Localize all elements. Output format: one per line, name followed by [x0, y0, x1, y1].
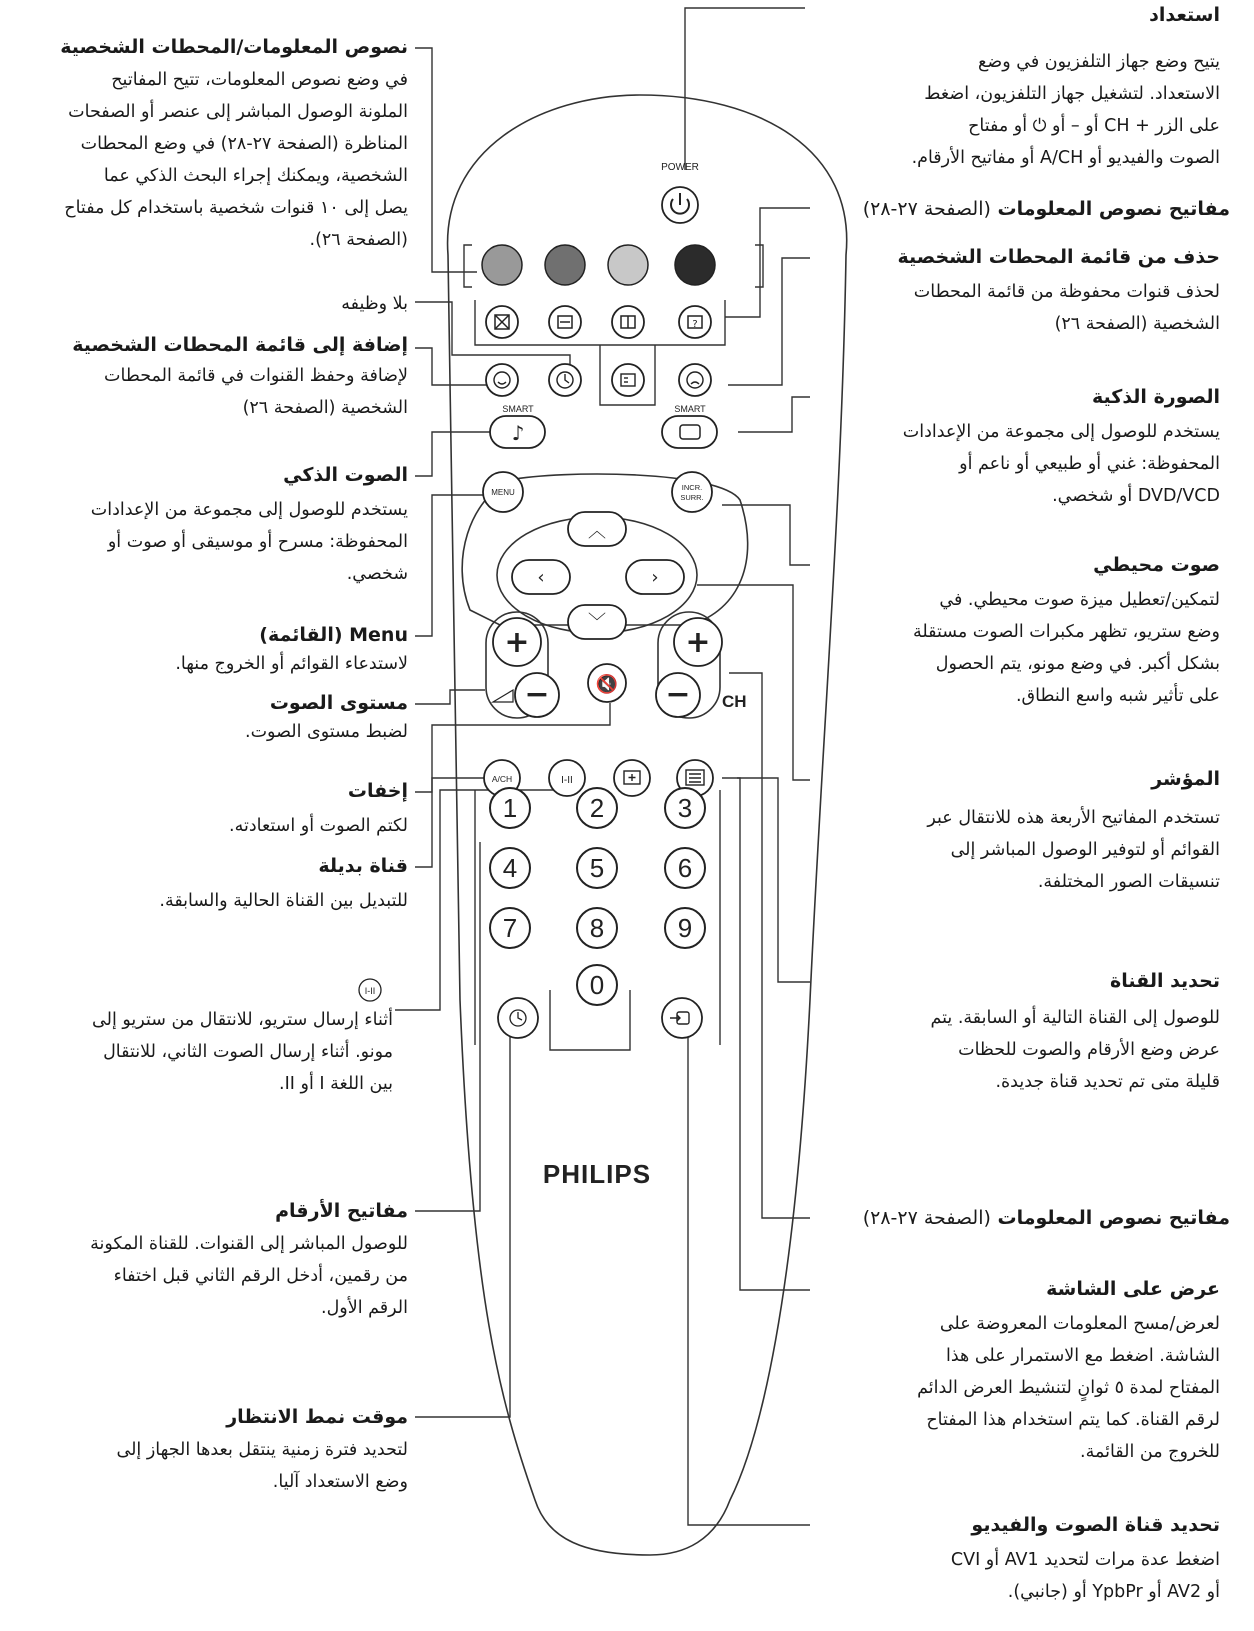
minus-icon: −	[524, 677, 550, 712]
smart-sound-label: SMART	[502, 404, 534, 414]
lang-label: I-II	[561, 775, 573, 786]
annotation-delete-favorite	[820, 244, 1220, 340]
chevron-up-icon: ︿	[588, 521, 606, 542]
annotation-cursor	[820, 766, 1220, 898]
annotation-line: لتحديد فترة زمنية ينتقل بعدها الجهاز إلى	[116, 1440, 408, 1460]
digit-3-label: 3	[677, 793, 693, 823]
annotation-title: استعداد	[1149, 4, 1220, 26]
annotation-on-screen-display	[820, 1276, 1220, 1468]
annotation-line: (الصفحة ٢٦).	[309, 230, 408, 250]
annotation-title: حذف من قائمة المحطات الشخصية	[897, 246, 1220, 268]
av-ch-label: A/CH	[491, 774, 513, 784]
annotation-title: الصوت الذكي	[283, 464, 408, 486]
annotation-title: قناة بديلة	[318, 855, 408, 877]
annotation-line: يستخدم للوصول إلى مجموعة من الإعدادات	[90, 500, 408, 520]
blue-button[interactable]	[675, 245, 715, 285]
power-label: POWER	[661, 162, 699, 173]
annotation-av-select	[820, 1512, 1220, 1608]
incr-label: INCR.	[681, 483, 703, 492]
annotation-title: بلا وظيفه	[341, 294, 408, 314]
annotation-standby	[820, 2, 1220, 174]
annotation-line: لكتم الصوت أو استعادته.	[229, 816, 408, 836]
annotation-line: على تأثير شبه واسع النطاق.	[1015, 686, 1220, 706]
add-favorite-button[interactable]	[486, 364, 518, 396]
annotation-title: نصوص المعلومات/المحطات الشخصية	[60, 36, 408, 58]
annotation-line: لاستدعاء القوائم أو الخروج منها.	[175, 654, 408, 674]
surround-button[interactable]	[672, 472, 712, 512]
digit-7-label: 7	[502, 913, 518, 943]
annotation-line: تستخدم المفاتيح الأربعة هذه للانتقال عبر	[927, 808, 1220, 828]
digit-2-label: 2	[589, 793, 605, 823]
annotation-title: إضافة إلى قائمة المحطات الشخصية	[72, 334, 408, 356]
annotation-title: Menu (القائمة)	[259, 624, 408, 646]
annotation-line: للتبديل بين القناة الحالية والسابقة.	[159, 891, 408, 911]
svg-text:?: ?	[692, 319, 698, 330]
page-reference: (الصفحة ٢٧-٢٨)	[862, 198, 991, 220]
annotation-channel-select	[820, 968, 1220, 1098]
annotation-line: الرقم الأول.	[321, 1298, 408, 1318]
red-button[interactable]	[482, 245, 522, 285]
annotation-add-favorite	[8, 332, 408, 424]
annotation-line: لضبط مستوى الصوت.	[245, 722, 408, 742]
annotation-mute	[8, 778, 408, 842]
annotation-title: صوت محيطي	[1093, 554, 1220, 576]
annotation-line: لتمكين/تعطيل ميزة صوت محيطي. في	[939, 590, 1220, 610]
annotation-line: الصوت والفيديو أو A/CH أو مفاتيح الأرقام.	[911, 148, 1220, 168]
brand-logo: PHILIPS	[542, 1159, 652, 1189]
page-reference: (الصفحة ٢٧-٢٨)	[862, 1207, 991, 1229]
annotation-line: من رقمين، أدخل الرقم الثاني قبل اختفاء	[113, 1266, 408, 1286]
annotation-line: القوائم أو لتوفير الوصول المباشر إلى	[950, 840, 1220, 860]
annotation-title: تحديد القناة	[1110, 970, 1220, 992]
annotation-line: المناظرة (الصفحة ٢٧-٢٨) في وضع المحطات	[80, 134, 408, 154]
annotation-line: اضغط عدة مرات لتحديد AV1 أو CVI	[950, 1550, 1220, 1570]
annotation-title: مفاتيح نصوص المعلومات	[997, 1207, 1230, 1229]
plus-icon: +	[504, 625, 530, 660]
annotation-title: مفاتيح نصوص المعلومات	[997, 198, 1230, 220]
annotation-line: الاستعداد. لتشغيل جهاز التلفزيون، اضغط	[924, 84, 1220, 104]
smart-picture-button[interactable]	[662, 416, 717, 448]
menu-label: MENU	[491, 488, 515, 497]
yellow-button[interactable]	[608, 245, 648, 285]
annotation-title: موقت نمط الانتظار	[226, 1406, 408, 1428]
annotation-line: عرض وضع الأرقام والصوت للحظات	[958, 1040, 1220, 1060]
annotation-sleep-timer	[8, 1404, 408, 1498]
annotation-line: لرقم القناة. كما يتم استخدام هذا المفتاح	[926, 1410, 1220, 1430]
music-note-icon: ♪	[511, 421, 525, 445]
annotation-line: للخروج من القائمة.	[1080, 1442, 1220, 1462]
mute-icon: 🔇	[595, 674, 619, 695]
annotation-line: شخصي.	[346, 564, 408, 584]
annotation-title: مفاتيح الأرقام	[275, 1200, 408, 1222]
annotation-line: مونو. أثناء إرسال الصوت الثاني، للانتقال	[103, 1042, 393, 1062]
av-select-button[interactable]	[662, 998, 702, 1038]
annotation-title: عرض على الشاشة	[1046, 1278, 1220, 1300]
surr-label: SURR.	[680, 493, 704, 502]
green-button[interactable]	[545, 245, 585, 285]
annotation-line: لإضافة وحفظ القنوات في قائمة المحطات	[104, 366, 408, 386]
annotation-line: على الزر + CH أو – أو ⏻ أو مفتاح	[968, 116, 1220, 136]
annotation-dual-sound	[8, 1004, 393, 1100]
annotation-line: للوصول إلى القناة التالية أو السابقة. يتم	[930, 1008, 1220, 1028]
annotation-surround	[820, 552, 1220, 712]
annotation-line: يصل إلى ١٠ قنوات شخصية باستخدام كل مفتاح	[64, 198, 408, 218]
annotation-teletext-favorites	[8, 34, 408, 256]
annotation-line: الملونة الوصول المباشر إلى عنصر أو الصفحات	[68, 102, 408, 122]
digit-8-label: 8	[589, 913, 605, 943]
annotation-line: تنسيقات الصور المختلفة.	[1037, 872, 1220, 892]
annotation-line: الشخصية (الصفحة ٢٦)	[1054, 314, 1220, 334]
chevron-right-icon: ›	[651, 567, 659, 588]
leader-lines	[395, 8, 810, 1525]
annotation-line: في وضع نصوص المعلومات، تتيح المفاتيح	[111, 70, 408, 90]
annotation-smart-picture	[820, 384, 1220, 512]
annotation-volume	[8, 690, 408, 748]
chevron-down-icon: ﹀	[588, 612, 606, 633]
number-keypad	[490, 788, 705, 1005]
annotation-teletext-keys-2	[820, 1205, 1230, 1231]
annotation-menu	[8, 622, 408, 680]
annotation-line: أثناء إرسال ستريو، للانتقال من ستريو إلى	[92, 1010, 393, 1030]
annotation-line: DVD/VCD أو شخصي.	[1052, 486, 1220, 506]
annotation-no-function	[8, 288, 408, 320]
annotation-title: الصورة الذكية	[1092, 386, 1220, 408]
annotation-line: المفتاح لمدة ٥ ثوانٍ لتنشيط العرض الدائم	[917, 1378, 1220, 1398]
svg-text:I-II: I-II	[364, 986, 376, 996]
digit-4-label: 4	[502, 853, 518, 883]
annotation-line: الشخصية (الصفحة ٢٦)	[242, 398, 408, 418]
annotation-line: لعرض/مسح المعلومات المعروضة على	[939, 1314, 1220, 1334]
annotation-line: بين اللغة I أو II.	[279, 1074, 393, 1094]
annotation-title: تحديد قناة الصوت والفيديو	[971, 1514, 1220, 1536]
annotation-line: المحفوظة: غني أو طبيعي أو ناعم أو	[959, 454, 1220, 474]
annotation-line: يستخدم للوصول إلى مجموعة من الإعدادات	[902, 422, 1220, 442]
delete-favorite-button[interactable]	[679, 364, 711, 396]
digit-6-label: 6	[677, 853, 693, 883]
annotation-line: وضع ستريو، تظهر مكبرات الصوت مستقلة	[912, 622, 1220, 642]
annotation-line: يتيح وضع جهاز التلفزيون في وضع	[978, 52, 1220, 72]
smart-picture-label: SMART	[674, 404, 706, 414]
ch-label: CH	[722, 692, 747, 711]
annotation-line: بشكل أكبر. في وضع مونو، يتم الحصول	[935, 654, 1220, 674]
annotation-line: للوصول المباشر إلى القنوات. للقناة المكونة	[90, 1234, 408, 1254]
annotation-title: مستوى الصوت	[269, 692, 408, 714]
annotation-line: المحفوظة: مسرح أو موسيقى أو صوت أو	[107, 532, 408, 552]
annotation-line: الشخصية، ويمكنك إجراء البحث الذكي عما	[103, 166, 408, 186]
digit-9-label: 9	[677, 913, 693, 943]
teletext-page-button[interactable]	[612, 364, 644, 396]
annotation-smart-sound	[8, 462, 408, 590]
chevron-left-icon: ‹	[537, 567, 545, 588]
annotation-digit-keys	[8, 1198, 408, 1324]
annotation-line: قليلة متى تم تحديد قناة جديدة.	[995, 1072, 1220, 1092]
annotation-teletext-keys-1	[820, 196, 1230, 222]
annotation-title: إخفات	[347, 780, 408, 802]
digit-0-label: 0	[589, 970, 605, 1000]
digit-5-label: 5	[589, 853, 605, 883]
annotation-line: لحذف قنوات محفوظة من قائمة المحطات	[913, 282, 1220, 302]
volume-wedge-icon	[493, 690, 513, 702]
annotation-title: المؤشر	[1151, 768, 1220, 790]
annotation-line: وضع الاستعداد آليا.	[272, 1472, 408, 1492]
annotation-line: الشاشة. اضغط مع الاستمرار على هذا	[946, 1346, 1220, 1366]
digit-1-label: 1	[502, 793, 518, 823]
annotation-alt-channel	[8, 853, 408, 917]
annotation-line: أو AV2 أو YpbPr أو (جانبي).	[1007, 1582, 1220, 1602]
minus-icon: −	[665, 677, 691, 712]
plus-icon: +	[685, 625, 711, 660]
